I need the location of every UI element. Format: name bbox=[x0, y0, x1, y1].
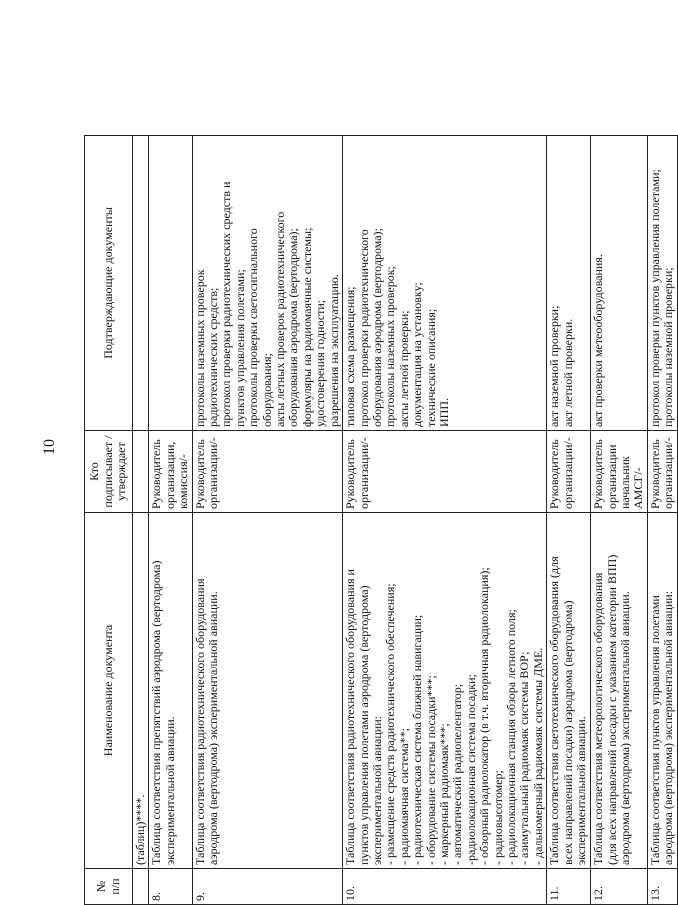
header-row bbox=[85, 136, 133, 905]
documents-table bbox=[84, 135, 678, 905]
document-name bbox=[547, 513, 591, 869]
supporting-documents-line: пунктов управления полетами; bbox=[232, 269, 247, 427]
table-row bbox=[591, 136, 648, 905]
signer-line: Руководитель bbox=[647, 439, 662, 509]
supporting-documents-line: оборудования; bbox=[259, 353, 274, 427]
document-name-line: Таблица соответствия радиотехнического оборудования bbox=[192, 578, 207, 865]
signer-line: начальник АМСГ/- bbox=[618, 456, 646, 509]
supporting-documents-line: акты летной проверки; bbox=[396, 310, 411, 427]
supporting-documents-line: радиотехнических средств; bbox=[206, 287, 221, 427]
signer bbox=[647, 431, 677, 513]
document-name-line: - оборудование системы посадки***; bbox=[423, 675, 438, 865]
signer-line: организации, bbox=[162, 441, 177, 509]
signer bbox=[591, 431, 648, 513]
page-number: 10 bbox=[41, 439, 58, 455]
document-name-line: пунктов управления полетами аэродрома (вертодрома) bbox=[356, 585, 371, 865]
document-name-line: - размещение средств радиотехнического обеспечения; bbox=[383, 583, 398, 865]
supporting-documents-line: протокол проверки радиотехнического bbox=[356, 229, 371, 427]
document-name-line: Таблица соответствия пунктов управления полетами bbox=[647, 595, 662, 865]
header-name: Наименование документа bbox=[85, 513, 133, 869]
supporting-documents-line: акт летной проверки. bbox=[560, 318, 575, 427]
document-name bbox=[591, 513, 648, 869]
supporting-documents-line: протокол проверки радиотехнических средств и bbox=[219, 181, 234, 427]
header-num: № п/п bbox=[85, 869, 133, 905]
supporting-documents-line: протокол проверки пунктов управления полетами; bbox=[647, 169, 662, 427]
supporting-documents-line: протоколы проверки светосигнального bbox=[246, 228, 261, 427]
document-name-line: аэродрома (вертодрома) экспериментальной авиации. bbox=[206, 591, 221, 865]
table-row bbox=[192, 136, 342, 905]
table-row bbox=[547, 136, 591, 905]
supporting-documents bbox=[591, 136, 648, 431]
continuation-num bbox=[133, 869, 149, 905]
header-docs: Подтверждающие документы bbox=[85, 136, 133, 431]
row-number: 8. bbox=[149, 869, 192, 905]
supporting-documents-line: формуляры на радиомаячные системы; bbox=[299, 227, 314, 427]
supporting-documents-line: акт проверки метеооборудования. bbox=[591, 254, 606, 427]
document-name-line: - дальномерный радиомаяк системы ДМЕ. bbox=[530, 647, 545, 865]
document-name-line: Таблица соответствия препятствий аэродрома (вертодрома) bbox=[149, 560, 164, 865]
document-name-line: Таблица соответствия светотехнического оборудования (для bbox=[547, 556, 562, 865]
signer-line: организации/- bbox=[356, 437, 371, 509]
signer bbox=[192, 431, 342, 513]
document-name-line: Таблица соответствия метеорологического оборудования bbox=[591, 572, 606, 865]
supporting-documents-line: акты летных проверок радиотехнического bbox=[273, 211, 288, 427]
continuation-text: (таблиц)****. bbox=[133, 513, 149, 869]
document-name-line: - обзорный радиолокатор (в т.ч. вторичная радиолокация); bbox=[477, 567, 492, 865]
signer-line: комиссия/- bbox=[176, 454, 191, 509]
signer-line: организации bbox=[604, 444, 619, 509]
row-number: 12. bbox=[591, 869, 648, 905]
document-name-line: - радиотехническая система ближней навигации; bbox=[410, 614, 425, 865]
row-number: 11. bbox=[547, 869, 591, 905]
document-name-line: - маркерный радиомаяк***; bbox=[436, 723, 451, 865]
document-name-line: экспериментальной авиации: bbox=[369, 716, 384, 865]
document-name-line: -радиолокационная система посадки; bbox=[463, 674, 478, 865]
row-number: 10. bbox=[343, 869, 547, 905]
table-row bbox=[647, 136, 677, 905]
row-number: 9. bbox=[192, 869, 342, 905]
document-name-line: - азимутальный радиомаяк системы ВОР; bbox=[517, 651, 532, 865]
document-name bbox=[343, 513, 547, 869]
table-row bbox=[343, 136, 547, 905]
signer-line: Руководитель bbox=[591, 439, 606, 509]
supporting-documents bbox=[192, 136, 342, 431]
supporting-documents-line: разрешения на эксплуатацию. bbox=[326, 274, 341, 427]
document-name-line: - радиолокационная станция обзора летного поля; bbox=[503, 609, 518, 865]
document-name bbox=[149, 513, 192, 869]
document-name bbox=[647, 513, 677, 869]
document-name-line: аэродрома (вертодрома) экспериментальной авиации: bbox=[661, 590, 676, 865]
supporting-documents-line: акт наземной проверки; bbox=[547, 305, 562, 427]
supporting-documents-line: оборудования аэродрома (вертодрома); bbox=[369, 228, 384, 427]
supporting-documents bbox=[149, 136, 192, 431]
document-name-line: аэродрома (вертодрома) экспериментальной авиации. bbox=[618, 591, 632, 865]
supporting-documents bbox=[647, 136, 677, 431]
continuation-docs bbox=[133, 136, 149, 431]
document-name bbox=[192, 513, 342, 869]
supporting-documents-line: протоколы наземных проверок bbox=[192, 269, 207, 427]
table-row bbox=[149, 136, 192, 905]
document-name-line: - радиомаячная система**; bbox=[396, 727, 411, 865]
document-name-line: экспериментальной авиации. bbox=[162, 716, 177, 865]
rotated-page bbox=[0, 50, 676, 905]
document-name-line: экспериментальной авиации. bbox=[574, 716, 588, 865]
supporting-documents-line: ИПП. bbox=[436, 398, 451, 427]
row-number: 13. bbox=[647, 869, 677, 905]
continuation-signer bbox=[133, 431, 149, 513]
document-name-line: Таблица соответствия радиотехнического оборудования и bbox=[343, 569, 358, 865]
signer-line: Руководитель bbox=[149, 439, 164, 509]
signer-line: Руководитель bbox=[343, 439, 358, 509]
document-name-line: всех направлений посадки) аэродрома (вертодрома) bbox=[560, 600, 575, 865]
signer-line: Руководитель bbox=[192, 439, 207, 509]
header-signer: Кто подписывает / утверждает bbox=[85, 431, 133, 513]
supporting-documents-line: технические описания; bbox=[423, 308, 438, 427]
supporting-documents-line: протоколы наземной проверки; bbox=[661, 267, 676, 427]
document-name-line: - радиовысотомер; bbox=[490, 770, 505, 865]
signer bbox=[149, 431, 192, 513]
signer-line: организации/- bbox=[661, 437, 676, 509]
continuation-row bbox=[133, 136, 149, 905]
signer-line: Руководитель bbox=[547, 439, 562, 509]
signer-line: организации/- bbox=[206, 437, 221, 509]
supporting-documents bbox=[343, 136, 547, 431]
supporting-documents-line: типовая схема размещения; bbox=[343, 286, 358, 427]
document-name-line: - автоматический радиопеленгатор; bbox=[450, 683, 465, 865]
signer bbox=[547, 431, 591, 513]
supporting-documents bbox=[547, 136, 591, 431]
signer-line: организации/- bbox=[560, 437, 575, 509]
supporting-documents-line: документация на установку; bbox=[410, 282, 425, 427]
table-body bbox=[133, 136, 678, 905]
supporting-documents-line: удостоверения годности; bbox=[313, 299, 328, 427]
supporting-documents-line: оборудования аэродрома (вертодрома); bbox=[286, 228, 301, 427]
signer bbox=[343, 431, 547, 513]
document-name-line: (для всех направлений посадки с указанием категории ВПП) bbox=[604, 554, 619, 865]
supporting-documents-line: протоколы наземных проверок; bbox=[383, 266, 398, 427]
